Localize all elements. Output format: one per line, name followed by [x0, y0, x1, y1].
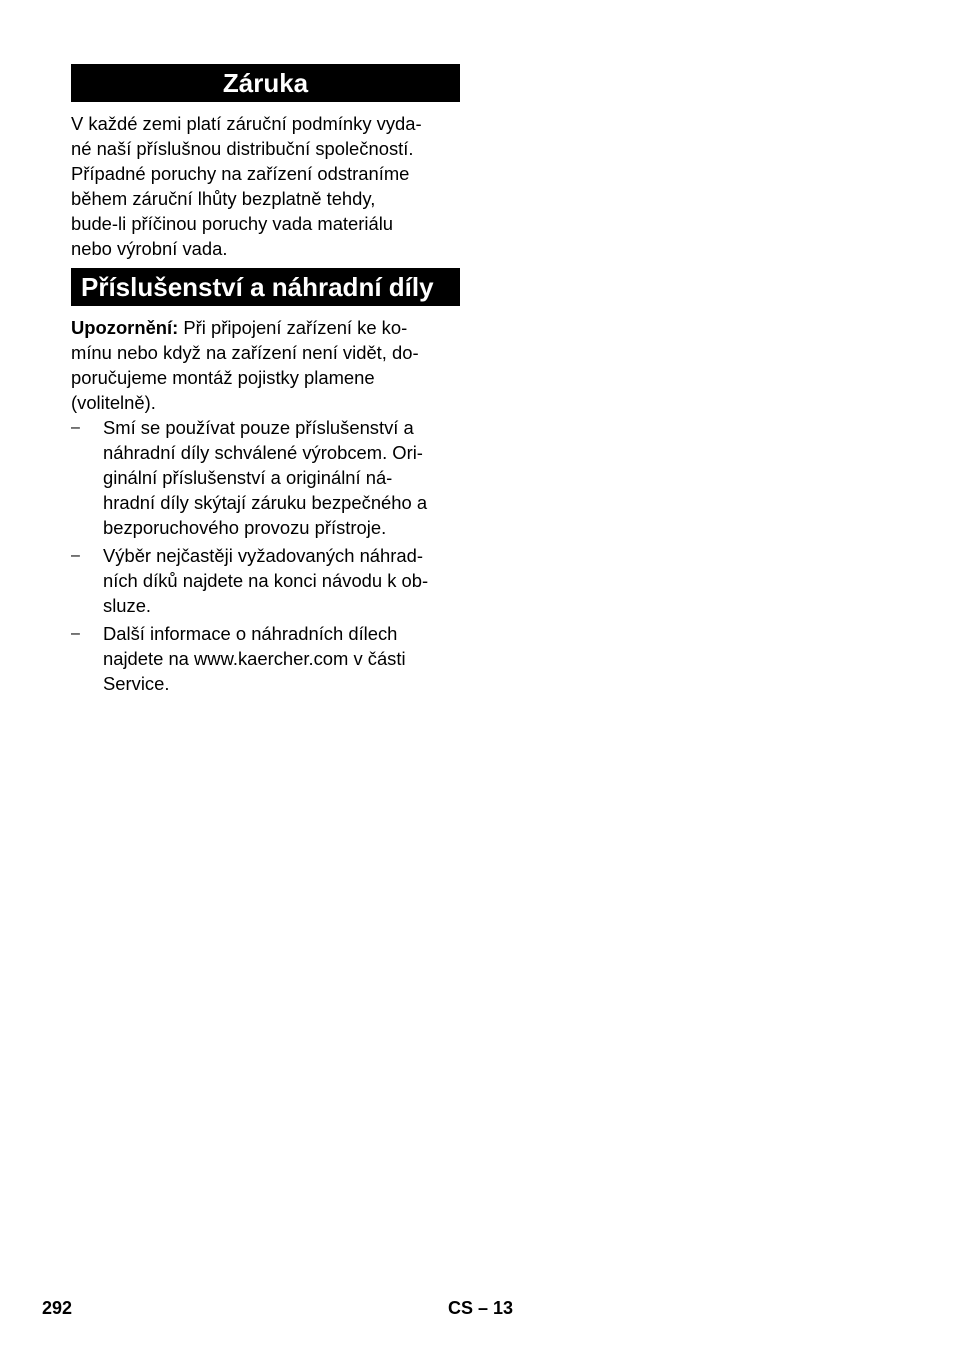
bullet-dash: –: [71, 419, 80, 436]
paragraph-line: V každé zemi platí záruční podmínky vyda-: [71, 113, 422, 134]
list-item-line: ginální příslušenství a originální ná-: [103, 467, 393, 488]
paragraph-line: né naší příslušnou distribuční společností.: [71, 138, 414, 159]
list-item: [71, 543, 460, 618]
page-number: 292: [42, 1298, 73, 1318]
list-item-line: ních díků najdete na konci návodu k ob-: [103, 570, 429, 591]
list-item-line: Další informace o náhradních dílech: [103, 623, 398, 644]
bullet-dash: –: [71, 625, 80, 642]
paragraph-line: během záruční lhůty bezplatně tehdy,: [71, 188, 376, 209]
paragraph-line: (volitelně).: [71, 392, 156, 413]
paragraph-line: Případné poruchy na zařízení odstraníme: [71, 163, 410, 184]
note-paragraph: [71, 315, 460, 415]
bullet-dash: –: [71, 547, 80, 564]
paragraph-line: [71, 315, 460, 340]
paragraph-line: bude-li příčinou poruchy vada materiálu: [71, 213, 394, 234]
list-item-line: najdete na www.kaercher.com v části: [103, 648, 406, 669]
list-item-line: bezporuchového provozu přístroje.: [103, 517, 387, 538]
list-item-line: Výběr nejčastěji vyžadovaných náhrad-: [103, 545, 423, 566]
list-item-line: Service.: [103, 673, 170, 694]
list-item-line: sluze.: [103, 595, 152, 616]
list-item: [71, 621, 460, 696]
list-item: [71, 415, 460, 540]
note-text: Při připojení zařízení ke ko-: [178, 317, 408, 338]
list-item-line: hradní díly skýtají záruku bezpečného a: [103, 492, 428, 513]
section-page-label: CS – 13: [448, 1298, 514, 1318]
warranty-paragraph: [71, 111, 460, 261]
paragraph-line: mínu nebo když na zařízení není vidět, do-: [71, 342, 419, 363]
content-column: [71, 64, 460, 696]
section-heading-warranty: Záruka: [71, 64, 460, 102]
list-item-line: náhradní díly schválené výrobcem. Ori-: [103, 442, 423, 463]
note-label: Upozornění:: [71, 317, 179, 338]
list-item-line: Smí se používat pouze příslušenství a: [103, 417, 414, 438]
section-heading-accessories: Příslušenství a náhradní díly: [71, 268, 460, 306]
paragraph-line: poručujeme montáž pojistky plamene: [71, 367, 375, 388]
paragraph-line: nebo výrobní vada.: [71, 238, 228, 259]
accessories-list: [71, 415, 460, 696]
